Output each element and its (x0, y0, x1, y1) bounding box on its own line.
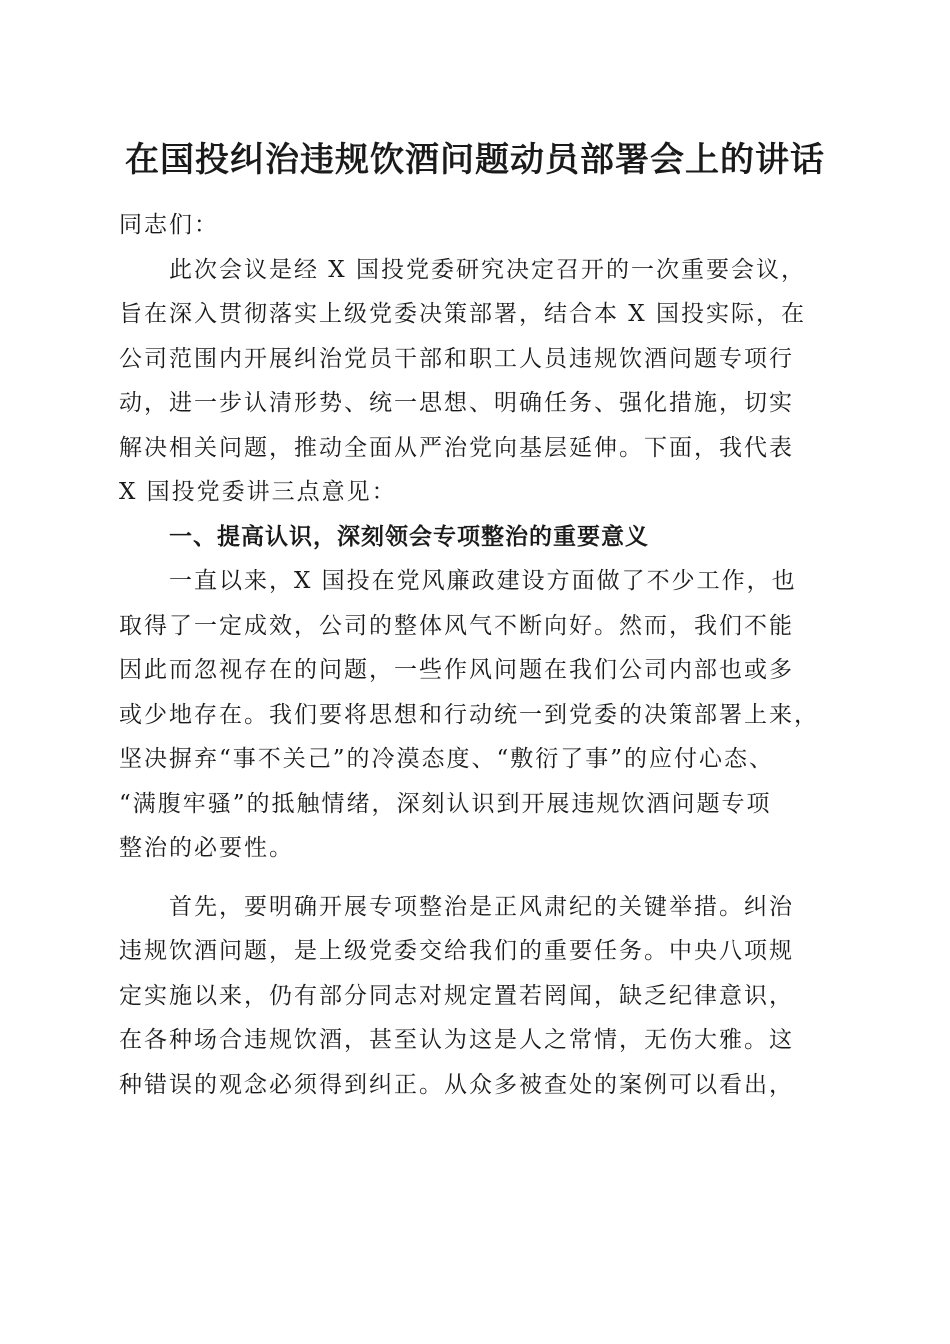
paragraph-line: X 国投党委讲三点意见： (119, 479, 397, 505)
paragraph-line: 因此而忽视存在的问题，一些作风问题在我们公司内部也或多 (119, 657, 794, 683)
paragraph-line: “满腹牢骚”的抵触情绪，深刻认识到开展违规饮酒问题专项 (119, 790, 772, 817)
paragraph-line: 一直以来，X 国投在党风廉政建设方面做了不少工作，也 (169, 568, 797, 594)
paragraph-line: 首先，要明确开展专项整治是正风肃纪的关键举措。纠治 (169, 893, 794, 920)
paragraph-line: 违规饮酒问题，是上级党委交给我们的重要任务。中央八项规 (119, 938, 794, 964)
paragraph-first-point (119, 885, 831, 1108)
paragraph-line: 定实施以来，仍有部分同志对规定置若罔闻，缺乏纪律意识， (119, 982, 794, 1009)
section-heading: 一、提高认识，深刻领会专项整治的重要意义 (169, 523, 649, 550)
paragraph-line: 旨在深入贯彻落实上级党委决策部署，结合本 X 国投实际，在 (119, 301, 806, 327)
paragraph-line: 或少地存在。我们要将思想和行动统一到党委的决策部署上来， (119, 701, 819, 728)
paragraph-line: 公司范围内开展纠治党员干部和职工人员违规饮酒问题专项行 (119, 345, 794, 372)
document-title: 在国投纠治违规饮酒问题动员部署会上的讲话 (125, 140, 825, 180)
salutation: 同志们： (119, 212, 219, 238)
paragraph-line: 取得了一定成效，公司的整体风气不断向好。然而，我们不能 (119, 612, 794, 639)
document-body (119, 203, 831, 1107)
paragraph-background (119, 559, 831, 871)
paragraph-line: 整治的必要性。 (119, 835, 294, 861)
paragraph-intro (119, 248, 831, 515)
paragraph-line: 在各种场合违规饮酒，甚至认为这是人之常情，无伤大雅。这 (119, 1027, 794, 1053)
paragraph-line: 动，进一步认清形势、统一思想、明确任务、强化措施，切实 (119, 390, 794, 416)
paragraph-line: 解决相关问题，推动全面从严治党向基层延伸。下面，我代表 (119, 434, 794, 461)
paragraph-spacer (119, 871, 831, 885)
paragraph-line: 坚决摒弃“事不关己”的冷漠态度、“敷衍了事”的应付心态、 (119, 746, 775, 772)
paragraph-line: 此次会议是经 X 国投党委研究决定召开的一次重要会议， (169, 256, 806, 283)
paragraph-line: 种错误的观念必须得到纠正。从众多被查处的案例可以看出， (119, 1071, 794, 1098)
